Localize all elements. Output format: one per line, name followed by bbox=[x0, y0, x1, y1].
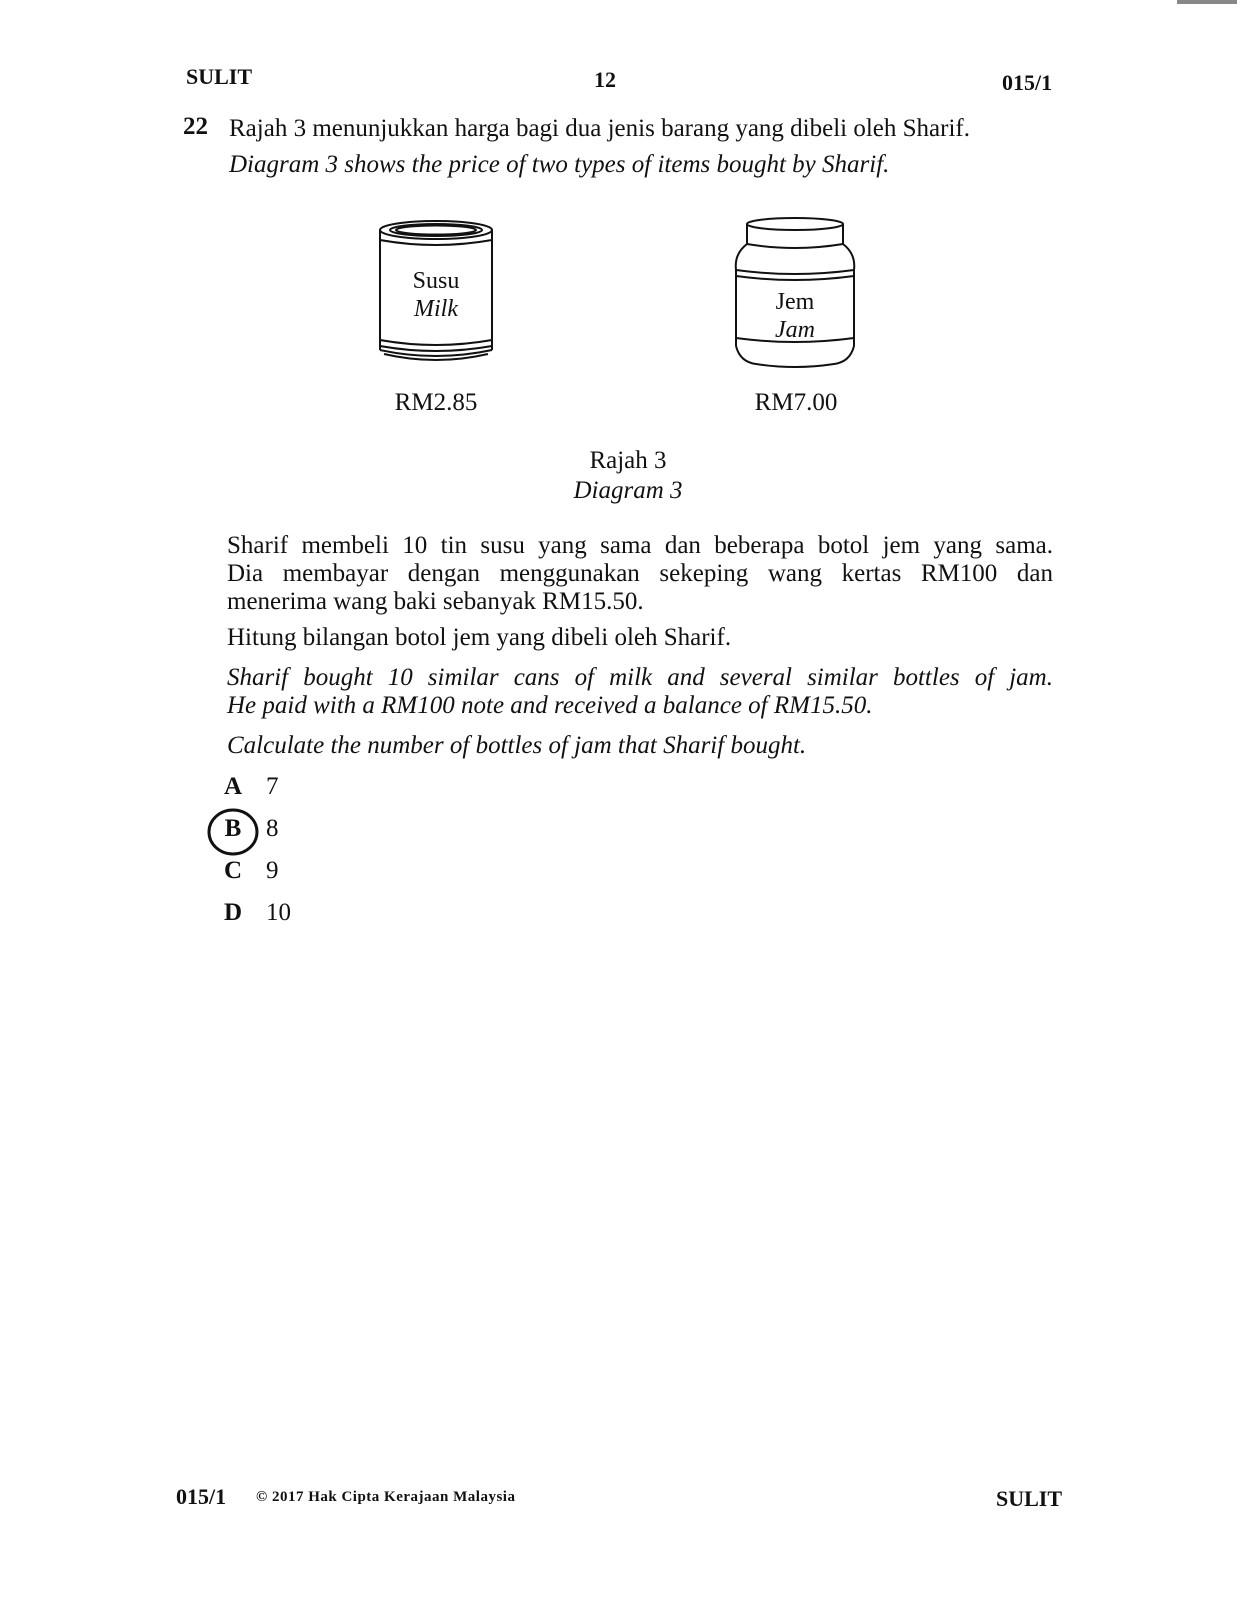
page-number: 12 bbox=[594, 67, 616, 92]
body-ms-line-1: Sharif membeli 10 tin susu yang sama dan beberapa botol jem yang sama. bbox=[227, 532, 1053, 559]
option-b-letter-text: B bbox=[224, 815, 242, 842]
milk-price: RM2.85 bbox=[394, 389, 478, 416]
header-sulit: SULIT bbox=[186, 64, 253, 89]
option-b[interactable] bbox=[218, 812, 279, 846]
option-c[interactable] bbox=[218, 854, 279, 888]
diagram-caption-en: Diagram 3 bbox=[573, 477, 683, 504]
jam-label-ms: Jem bbox=[775, 289, 815, 315]
option-d-letter: D bbox=[223, 899, 243, 926]
body-en-line-1: Sharif bought 10 similar cans of milk and several similar bottles of jam. bbox=[227, 664, 1053, 691]
question-intro-en: Diagram 3 shows the price of two types of items bought by Sharif. bbox=[229, 151, 890, 178]
body-ms-line-2: Dia membayar dengan menggunakan sekeping wang kertas RM100 dan bbox=[227, 560, 1053, 587]
option-b-value: 8 bbox=[266, 815, 279, 842]
milk-label-ms: Susu bbox=[412, 268, 460, 294]
body-en-task: Calculate the number of bottles of jam that Sharif bought. bbox=[227, 732, 807, 759]
option-b-letter bbox=[218, 815, 248, 843]
jam-jar-illustration bbox=[730, 214, 860, 374]
body-ms-line-3: menerima wang baki sebanyak RM15.50. bbox=[227, 588, 644, 615]
question-intro-ms: Rajah 3 menunjukkan harga bagi dua jenis barang yang dibeli oleh Sharif. bbox=[229, 115, 971, 142]
scan-edge-mark bbox=[1177, 0, 1237, 4]
body-ms-paragraph bbox=[227, 532, 1053, 616]
footer-sulit: SULIT bbox=[996, 1486, 1063, 1511]
body-en-line-2: He paid with a RM100 note and received a balance of RM15.50. bbox=[227, 692, 873, 719]
option-d[interactable] bbox=[218, 896, 291, 930]
diagram-caption-ms: Rajah 3 bbox=[589, 447, 667, 474]
option-a[interactable] bbox=[218, 770, 279, 804]
answer-circle-mark bbox=[206, 806, 260, 858]
milk-label-en: Milk bbox=[414, 296, 458, 322]
milk-can-illustration bbox=[370, 210, 502, 370]
header-paper-code: 015/1 bbox=[1002, 70, 1053, 95]
jam-price: RM7.00 bbox=[754, 389, 838, 416]
option-c-letter: C bbox=[223, 857, 243, 884]
option-a-letter: A bbox=[223, 773, 243, 800]
option-c-value: 9 bbox=[266, 857, 279, 884]
footer-copyright: © 2017 Hak Cipta Kerajaan Malaysia bbox=[256, 1489, 516, 1505]
option-a-value: 7 bbox=[266, 773, 279, 800]
option-d-value: 10 bbox=[266, 899, 291, 926]
footer-paper-code: 015/1 bbox=[176, 1484, 227, 1509]
body-ms-task: Hitung bilangan botol jem yang dibeli oleh Sharif. bbox=[227, 624, 732, 651]
jam-label-en: Jam bbox=[775, 317, 815, 343]
body-en-paragraph bbox=[227, 664, 1053, 720]
question-number: 22 bbox=[183, 113, 208, 140]
